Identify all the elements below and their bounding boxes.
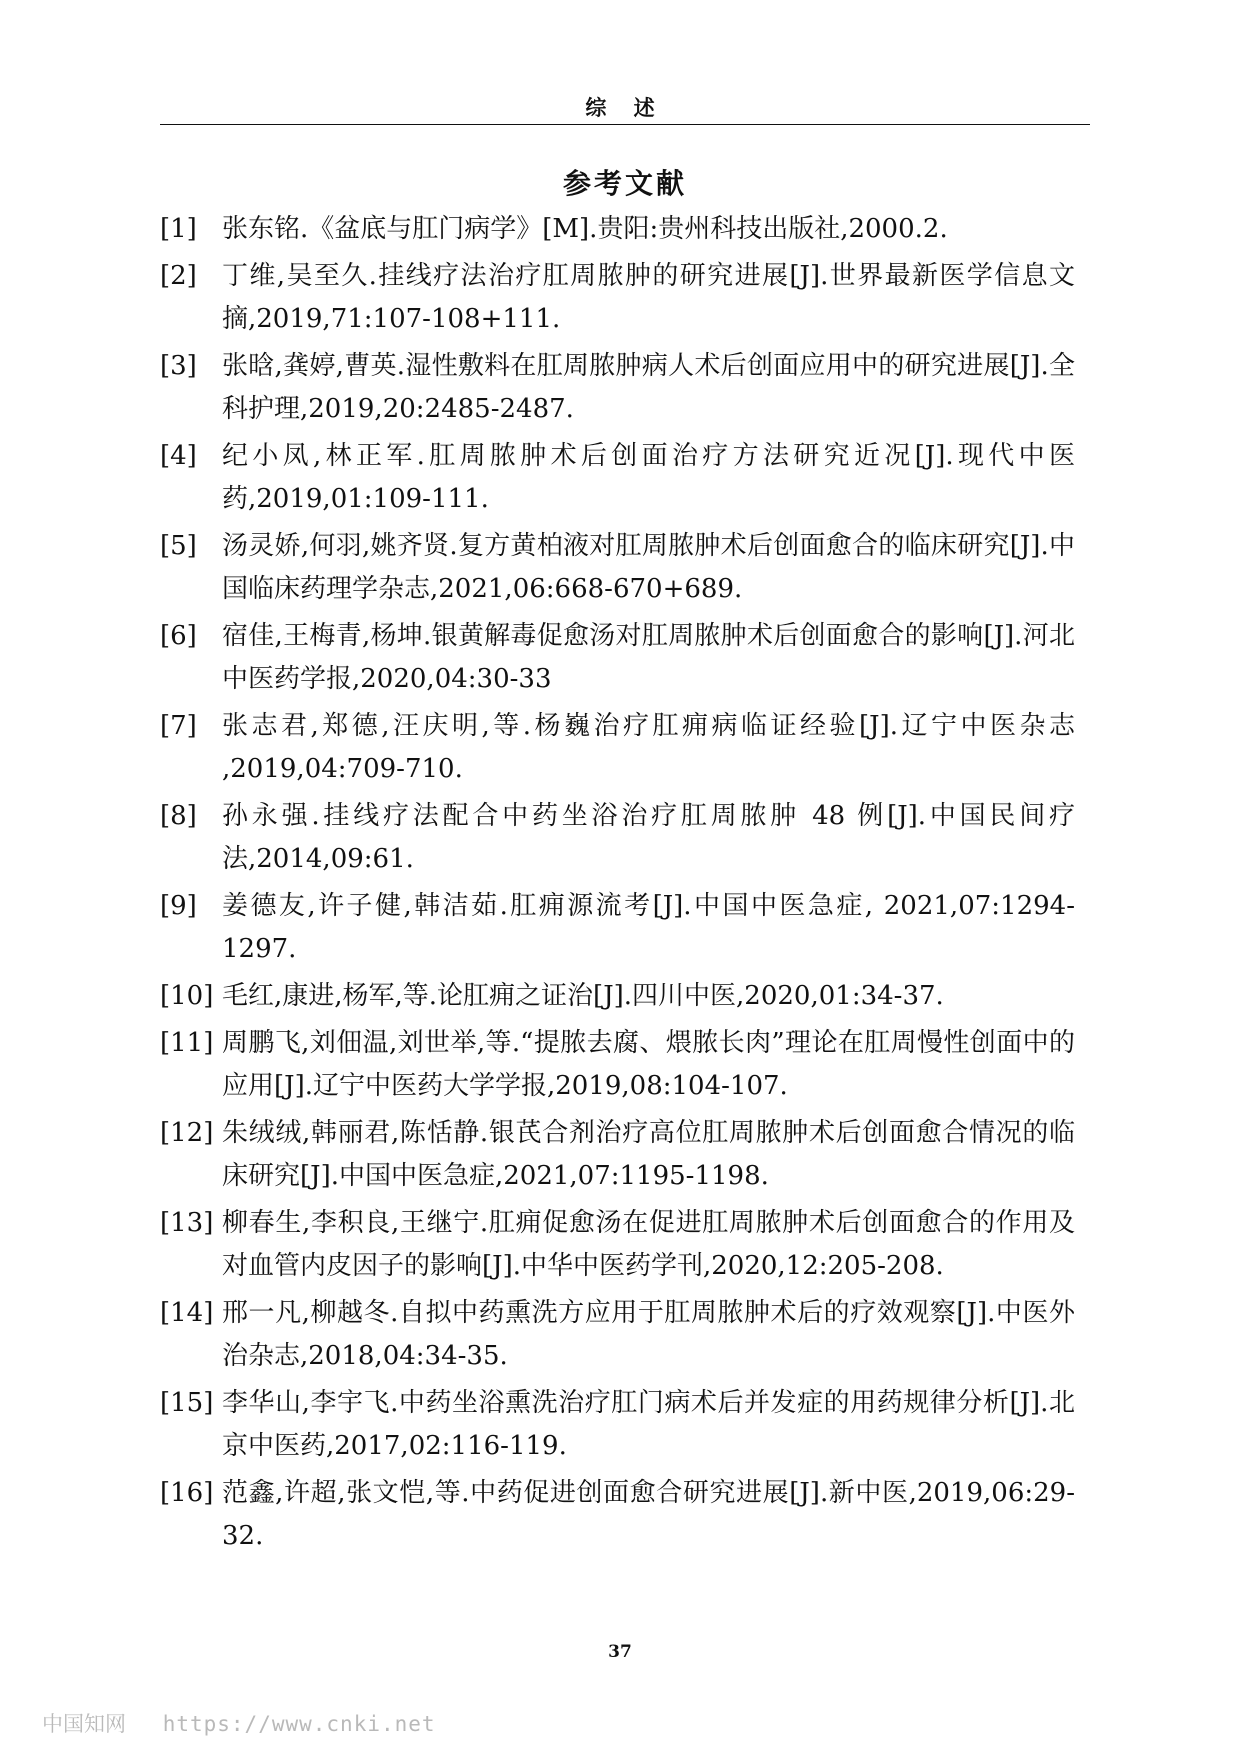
reference-text: 朱绒绒,韩丽君,陈恬静.银芪合剂治疗高位肛周脓肿术后创面愈合情况的临床研究[J].中国中医急症,2021,07:1195-1198.	[222, 1118, 1075, 1191]
reference-text: 姜德友,许子健,韩洁茹.肛痈源流考[J].中国中医急症, 2021,07:1294-1297.	[222, 891, 1075, 964]
reference-number: [8]	[160, 801, 197, 831]
reference-text: 纪小凤,林正军.肛周脓肿术后创面治疗方法研究近况[J].现代中医药,2019,01:109-111.	[222, 441, 1075, 514]
reference-item	[160, 525, 1075, 611]
reference-text: 范鑫,许超,张文恺,等.中药促进创面愈合研究进展[J].新中医,2019,06:29-32.	[222, 1478, 1075, 1551]
reference-item	[160, 1382, 1075, 1468]
running-head: 综 述	[585, 95, 665, 120]
reference-number: [14]	[160, 1298, 214, 1328]
reference-item	[160, 208, 1075, 251]
section-title: 参考文献	[562, 167, 687, 200]
reference-item	[160, 795, 1075, 881]
reference-text: 张东铭.《盆底与肛门病学》[M].贵阳:贵州科技出版社,2000.2.	[222, 214, 948, 244]
reference-number: [6]	[160, 621, 197, 651]
reference-text: 张晗,龚婷,曹英.湿性敷料在肛周脓肿病人术后创面应用中的研究进展[J].全科护理,2019,20:2485-2487.	[222, 351, 1075, 424]
reference-number: [3]	[160, 351, 197, 381]
reference-item	[160, 885, 1075, 971]
reference-item	[160, 1022, 1075, 1108]
reference-number: [12]	[160, 1118, 214, 1148]
reference-text: 周鹏飞,刘佃温,刘世举,等.“提脓去腐、煨脓长肉”理论在肛周慢性创面中的应用[J].辽宁中医药大学学报,2019,08:104-107.	[222, 1028, 1075, 1101]
reference-number: [13]	[160, 1208, 214, 1238]
watermark-brand: 中国知网	[42, 1712, 126, 1736]
page-number: 37	[608, 1642, 632, 1662]
reference-item	[160, 435, 1075, 521]
header-rule	[160, 124, 1090, 125]
reference-item	[160, 615, 1075, 701]
reference-list	[160, 208, 1075, 1562]
reference-number: [5]	[160, 531, 197, 561]
watermark-url: https://www.cnki.net	[162, 1712, 436, 1736]
reference-item	[160, 705, 1075, 791]
reference-text: 毛红,康进,杨军,等.论肛痈之证治[J].四川中医,2020,01:34-37.	[222, 981, 944, 1011]
reference-item	[160, 1112, 1075, 1198]
reference-item	[160, 345, 1075, 431]
reference-number: [7]	[160, 711, 197, 741]
reference-number: [2]	[160, 261, 197, 291]
reference-text: 孙永强.挂线疗法配合中药坐浴治疗肛周脓肿 48 例[J].中国民间疗法,2014,09:61.	[222, 801, 1075, 874]
reference-number: [1]	[160, 214, 197, 244]
watermark	[42, 1708, 436, 1738]
reference-text: 宿佳,王梅青,杨坤.银黄解毒促愈汤对肛周脓肿术后创面愈合的影响[J].河北中医药学报,2020,04:30-33	[222, 621, 1075, 694]
reference-text: 李华山,李宇飞.中药坐浴熏洗治疗肛门病术后并发症的用药规律分析[J].北京中医药,2017,02:116-119.	[222, 1388, 1075, 1461]
reference-item	[160, 975, 1075, 1018]
reference-text: 柳春生,李积良,王继宁.肛痈促愈汤在促进肛周脓肿术后创面愈合的作用及对血管内皮因子的影响[J].中华中医药学刊,2020,12:205-208.	[222, 1208, 1075, 1281]
reference-number: [4]	[160, 441, 197, 471]
reference-text: 汤灵娇,何羽,姚齐贤.复方黄柏液对肛周脓肿术后创面愈合的临床研究[J].中国临床药理学杂志,2021,06:668-670+689.	[222, 531, 1075, 604]
reference-item	[160, 1472, 1075, 1558]
reference-number: [10]	[160, 981, 214, 1011]
reference-number: [16]	[160, 1478, 214, 1508]
reference-item	[160, 1202, 1075, 1288]
reference-item	[160, 255, 1075, 341]
reference-text: 邢一凡,柳越冬.自拟中药熏洗方应用于肛周脓肿术后的疗效观察[J].中医外治杂志,2018,04:34-35.	[222, 1298, 1075, 1371]
reference-number: [9]	[160, 891, 197, 921]
reference-text: 丁维,吴至久.挂线疗法治疗肛周脓肿的研究进展[J].世界最新医学信息文摘,2019,71:107-108+111.	[222, 261, 1075, 334]
reference-text: 张志君,郑德,汪庆明,等.杨巍治疗肛痈病临证经验[J].辽宁中医杂志 ,2019,04:709-710.	[222, 711, 1075, 784]
reference-number: [15]	[160, 1388, 214, 1418]
reference-number: [11]	[160, 1028, 214, 1058]
reference-item	[160, 1292, 1075, 1378]
